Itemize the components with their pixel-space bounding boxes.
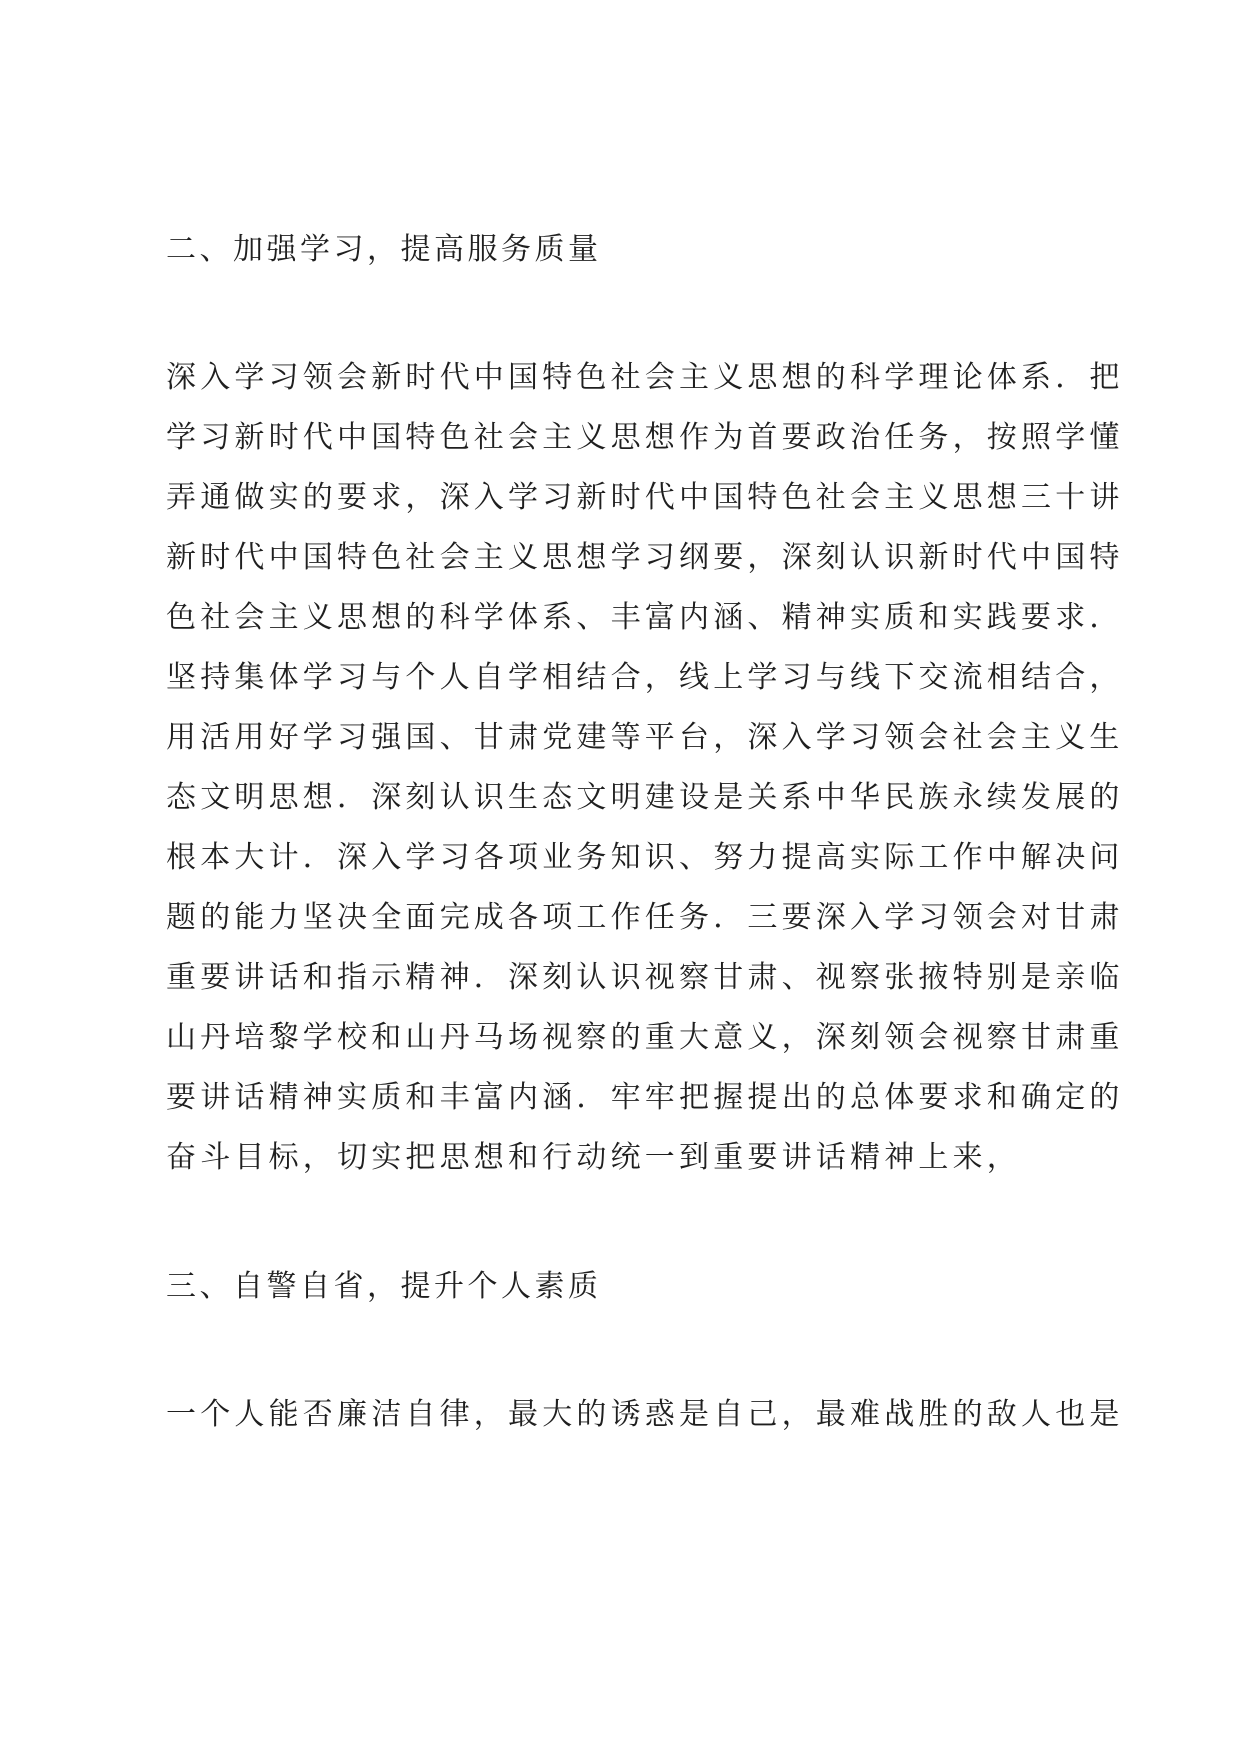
paragraph-line: 深入学习领会新时代中国特色社会主义思想的科学理论体系．把 — [166, 360, 1124, 395]
paragraph-line: 要讲话精神实质和丰富内涵．牢牢把握提出的总体要求和确定的 — [166, 1080, 1124, 1115]
paragraph-line: 奋斗目标，切实把思想和行动统一到重要讲话精神上来， — [166, 1140, 1021, 1175]
paragraph-line: 根本大计．深入学习各项业务知识、努力提高实际工作中解决问 — [166, 840, 1124, 875]
paragraph-line: 题的能力坚决全面完成各项工作任务．三要深入学习领会对甘肃 — [166, 900, 1124, 935]
paragraph-line: 重要讲话和指示精神．深刻认识视察甘肃、视察张掖特别是亲临 — [166, 960, 1124, 995]
paragraph-line: 用活用好学习强国、甘肃党建等平台，深入学习领会社会主义生 — [166, 720, 1124, 755]
paragraph-line: 态文明思想．深刻认识生态文明建设是关系中华民族永续发展的 — [166, 780, 1124, 815]
paragraph-line: 一个人能否廉洁自律，最大的诱惑是自己，最难战胜的敌人也是 — [166, 1397, 1124, 1432]
paragraph-line: 色社会主义思想的科学体系、丰富内涵、精神实质和实践要求． — [166, 600, 1124, 635]
section-2-heading: 二、加强学习，提高服务质量 — [166, 232, 602, 267]
paragraph-line: 坚持集体学习与个人自学相结合，线上学习与线下交流相结合， — [166, 660, 1124, 695]
section-3-heading: 三、自警自省，提升个人素质 — [166, 1269, 602, 1304]
paragraph-line: 弄通做实的要求，深入学习新时代中国特色社会主义思想三十讲 — [166, 480, 1124, 515]
paragraph-line: 山丹培黎学校和山丹马场视察的重大意义，深刻领会视察甘肃重 — [166, 1020, 1124, 1055]
paragraph-line: 学习新时代中国特色社会主义思想作为首要政治任务，按照学懂 — [166, 420, 1124, 455]
paragraph-line: 新时代中国特色社会主义思想学习纲要，深刻认识新时代中国特 — [166, 540, 1124, 575]
